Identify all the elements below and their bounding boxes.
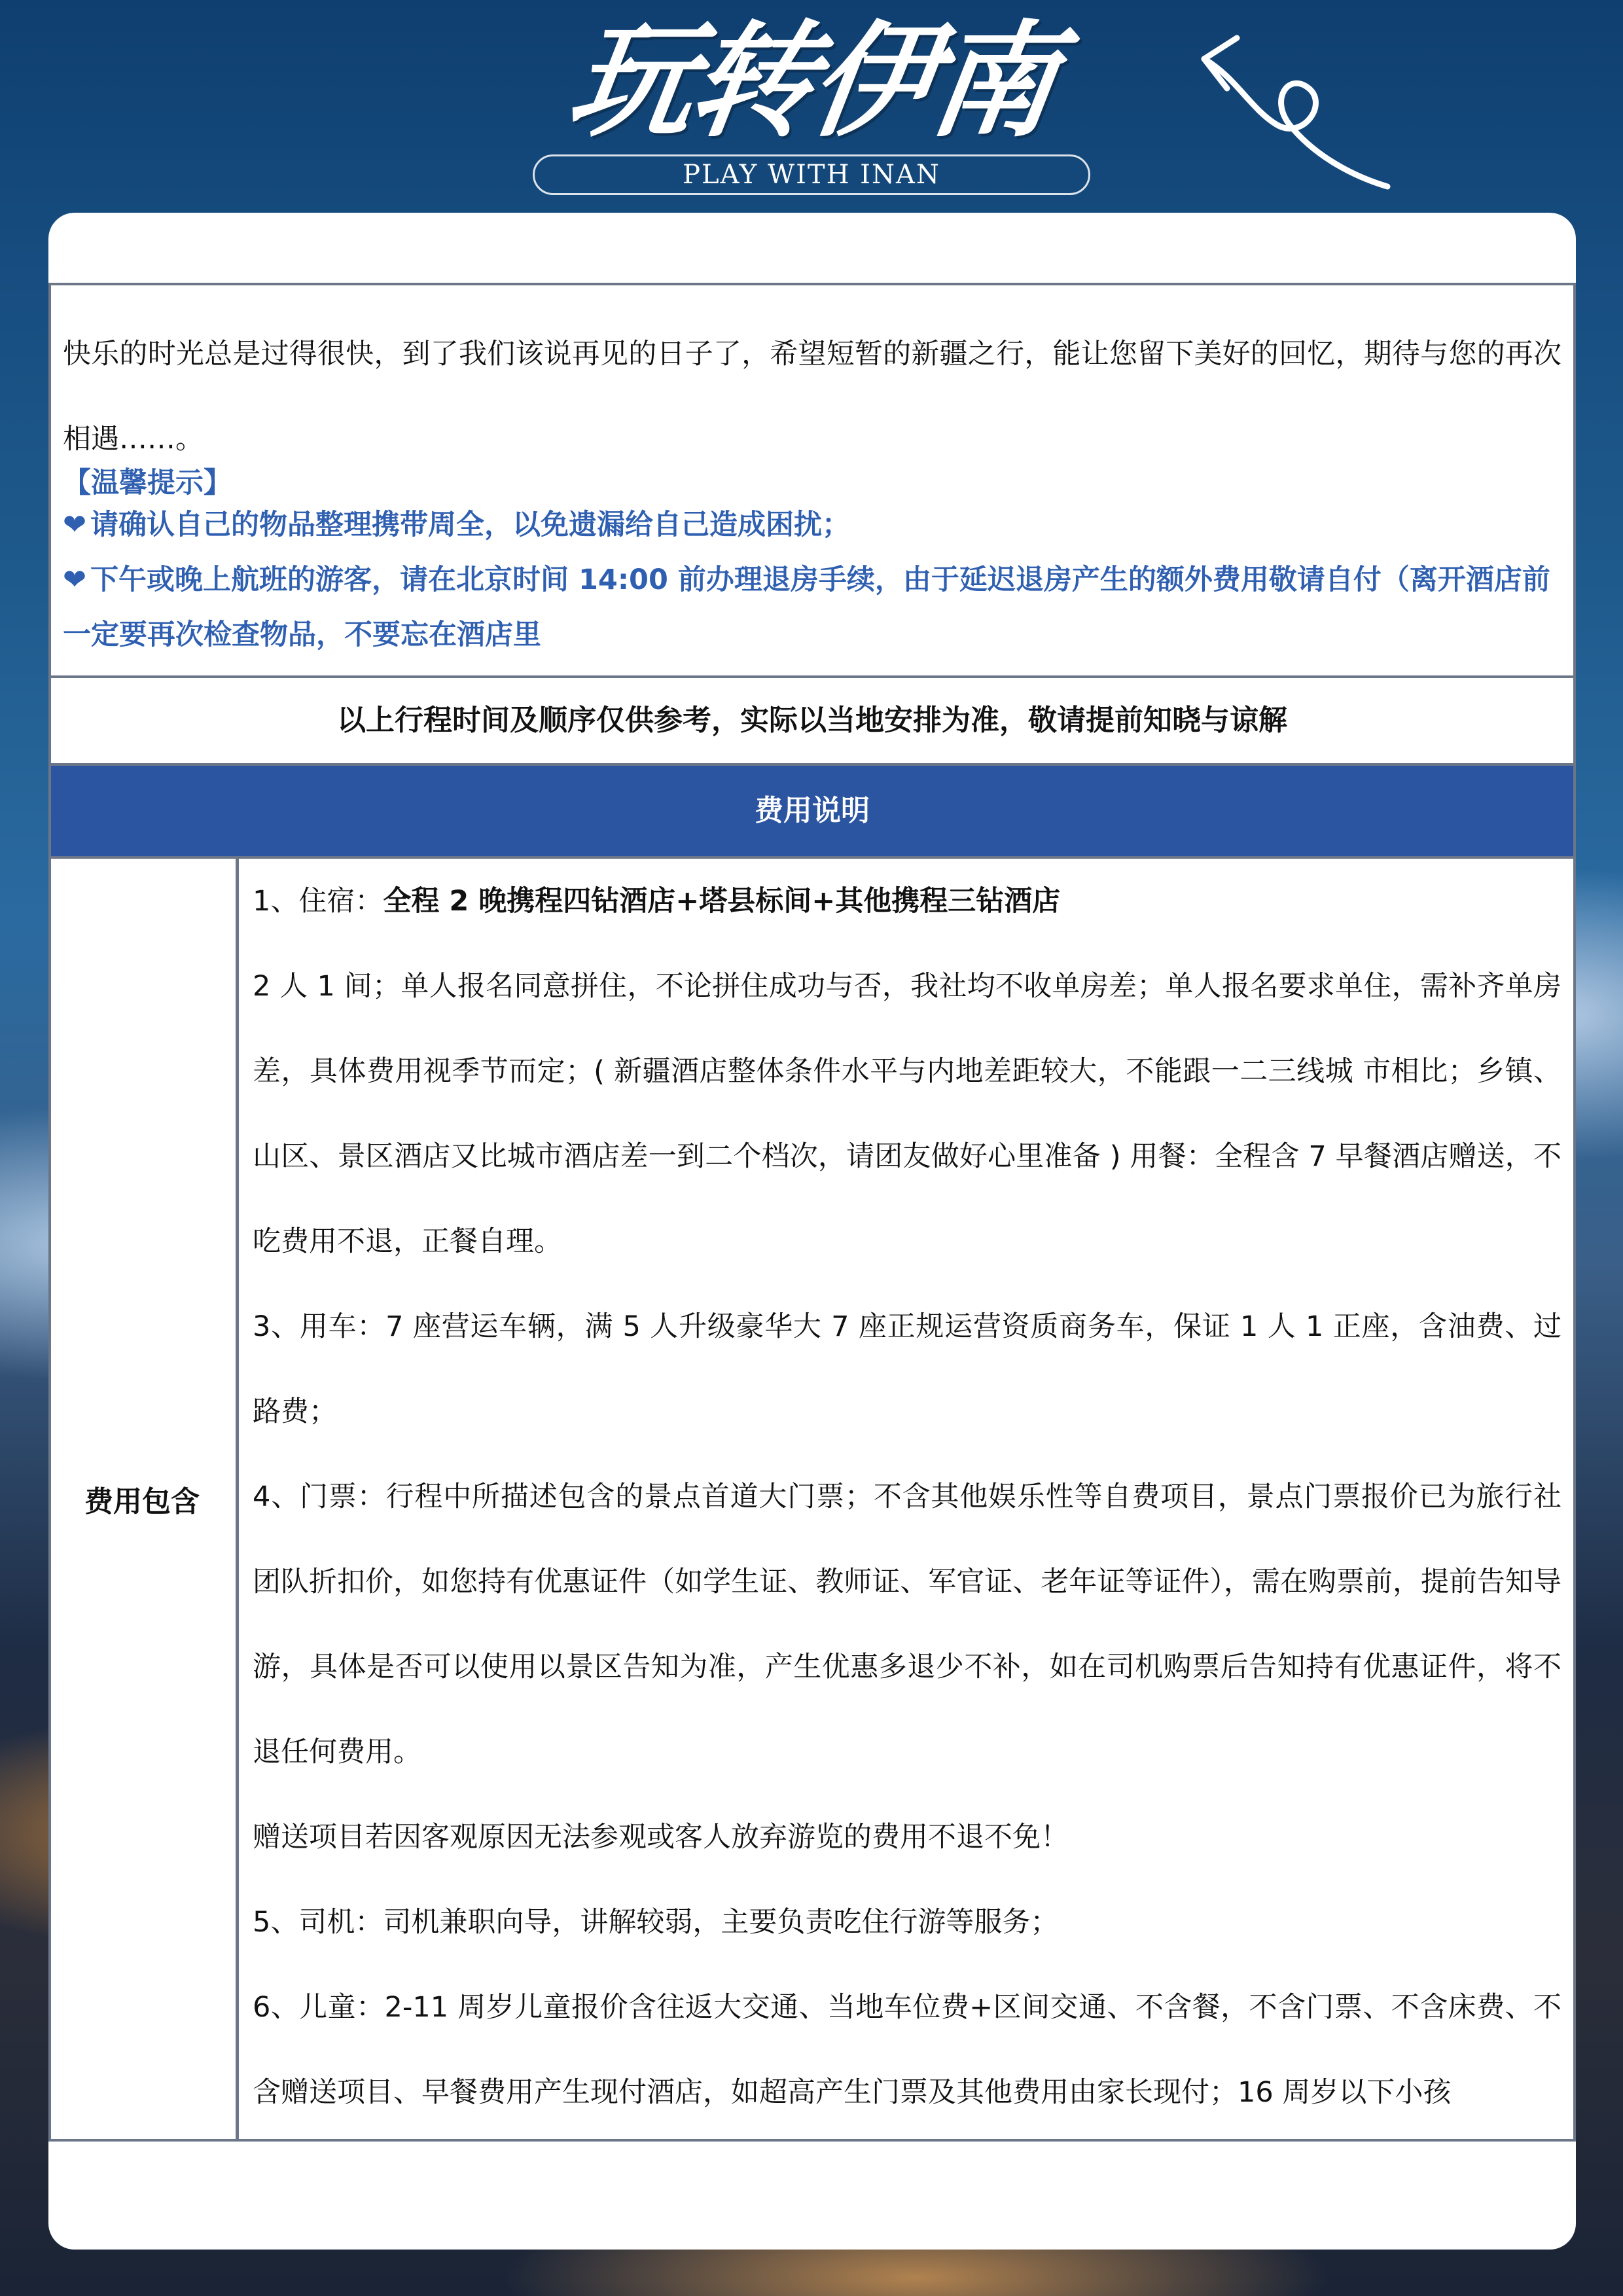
fee-row-label-text: 费用包含 <box>84 1485 200 1518</box>
fee-row-label <box>48 859 236 2139</box>
lodging-bold: 全程 2 晚携程四钻酒店+塔县标间+其他携程三钻酒店 <box>383 885 1061 918</box>
lodging-line <box>253 859 1561 944</box>
fee-paragraph: 赠送项目若因客观原因无法参观或客人放弃游览的费用不退不免！ <box>253 1821 1069 1854</box>
header-title: 玩转伊南 <box>560 9 1063 154</box>
schedule-notice: 以上行程时间及顺序仅供参考，实际以当地安排为准，敬请提前知晓与谅解 <box>337 704 1287 737</box>
fee-section-title: 费用说明 <box>51 766 1573 856</box>
tips-heading: 【温馨提示】 <box>63 467 232 499</box>
fee-paragraph: 3、用车：7 座营运车辆，满 5 人升级豪华大 7 座正规运营资质商务车，保证 1 人 1 正座，含油费、过路费； <box>253 1310 1561 1428</box>
curly-arrow-icon <box>1191 26 1394 196</box>
tip-item <box>63 552 1561 662</box>
column-divider <box>236 859 239 2139</box>
lodging-prefix: 1、住宿： <box>253 885 383 918</box>
fee-paragraph: 2 人 1 间；单人报名同意拼住，不论拼住成功与否，我社均不收单房差；单人报名要求单住，需补齐单房差，具体费用视季节而定；( 新疆酒店整体条件水平与内地差距较大，不能跟一二三线城 市相比；乡镇、山区、景区酒店又比城市酒店差一到二个档次，请团友做好心里准备 ) 用餐：全程含 7 早餐酒店赠送，不吃费用不退，正餐自理。 <box>253 970 1561 1258</box>
content-card <box>48 213 1576 2250</box>
heart-icon: ❤ <box>63 509 87 541</box>
fee-paragraph: 6、儿童：2-11 周岁儿童报价含往返大交通、当地车位费+区间交通、不含餐，不含门票、不含床费、不含赠送项目、早餐费用产生现付酒店，如超高产生门票及其他费用由家长现付；16 周岁以下小孩 <box>253 1991 1561 2109</box>
tip-item <box>63 497 1561 552</box>
fee-details <box>253 859 1561 2139</box>
farewell-intro: 快乐的时光总是过得很快，到了我们该说再见的日子了，希望短暂的新疆之行，能让您留下美好的回忆，期待与您的再次相遇……。 <box>63 338 1561 456</box>
tip-text: 请确认自己的物品整理携带周全，以免遗漏给自己造成困扰； <box>90 509 851 541</box>
fee-paragraph: 5、司机：司机兼职向导，讲解较弱，主要负责吃住行游等服务； <box>253 1906 1059 1939</box>
fee-paragraph: 4、门票：行程中所描述包含的景点首道大门票；不含其他娱乐性等自费项目，景点门票报价已为旅行社团队折扣价，如您持有优惠证件（如学生证、教师证、军官证、老年证等证件），需在购票前，提前告知导游，具体是否可以使用以景区告知为准，产生优惠多退少不补，如在司机购票后告知持有优惠证件，将不退任何费用。 <box>253 1480 1561 1768</box>
tip-text: 下午或晚上航班的游客，请在北京时间 14:00 前办理退房手续，由于延迟退房产生的额外费用敬请自付（离开酒店前一定要再次检查物品，不要忘在酒店里 <box>63 564 1550 651</box>
header-subtitle: PLAY WITH INAN <box>533 154 1090 195</box>
itinerary-sheet <box>48 283 1576 2142</box>
heart-icon: ❤ <box>63 564 87 596</box>
